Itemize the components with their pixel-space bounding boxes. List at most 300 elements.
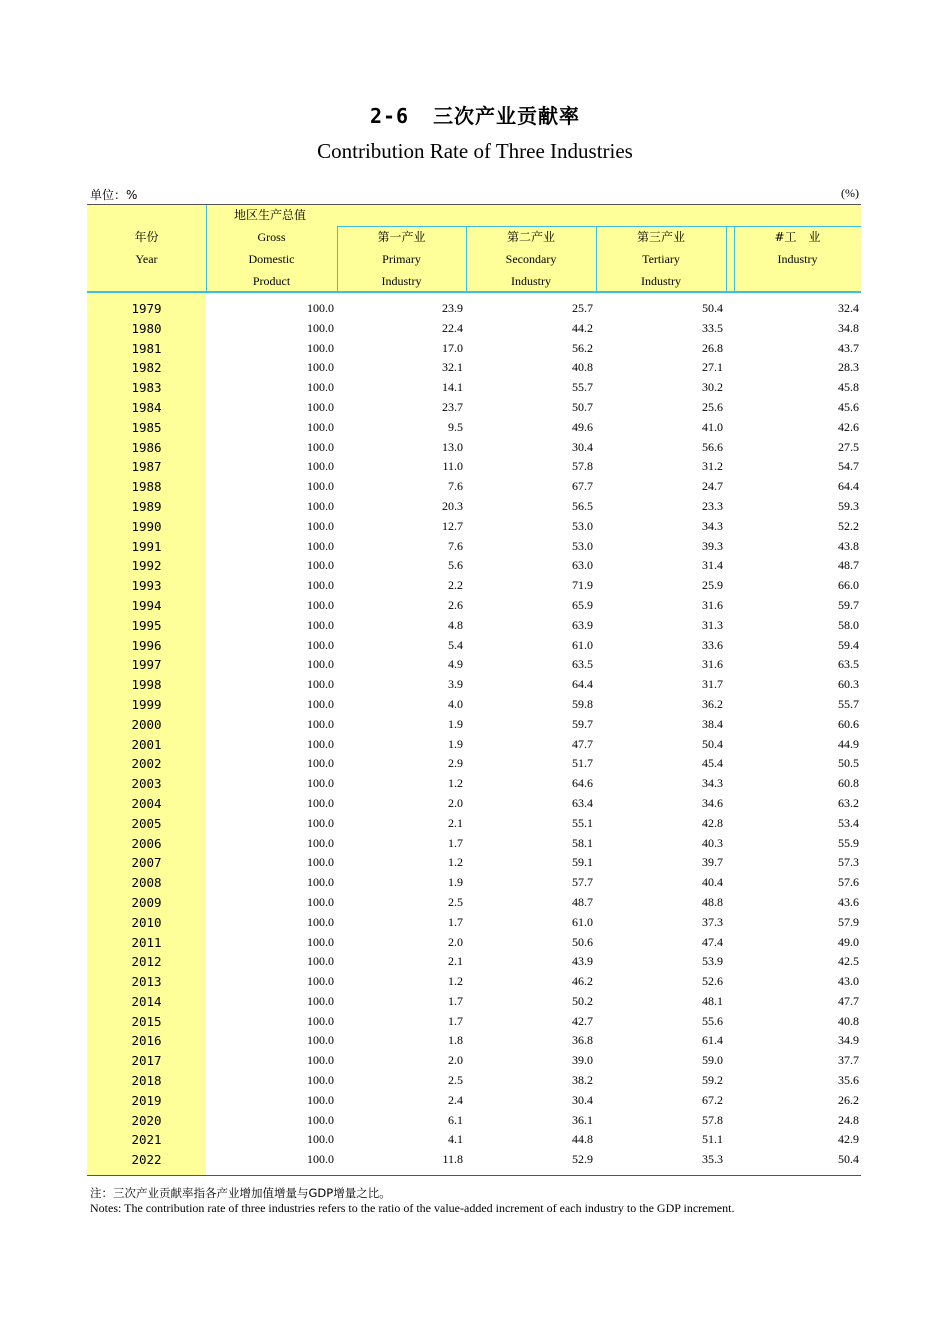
year-cell: 2009 (131, 894, 162, 910)
gdp-cell: 100.0 (307, 776, 334, 791)
tertiary-cell: 52.6 (702, 974, 723, 989)
industry-cell: 49.0 (838, 934, 859, 949)
table-row (87, 873, 861, 893)
secondary-cell: 51.7 (572, 756, 593, 771)
industry-cell: 57.9 (838, 914, 859, 929)
primary-cell: 2.1 (448, 815, 463, 830)
table-row (87, 497, 861, 517)
gdp-cell: 100.0 (307, 993, 334, 1008)
gdp-cell: 100.0 (307, 677, 334, 692)
tertiary-cell: 56.6 (702, 439, 723, 454)
secondary-cell: 42.7 (572, 1013, 593, 1028)
year-cell: 1988 (131, 479, 162, 495)
industry-cell: 50.4 (838, 1152, 859, 1167)
secondary-cell: 61.0 (572, 914, 593, 929)
gdp-cell: 100.0 (307, 875, 334, 890)
gdp-cell: 100.0 (307, 538, 334, 553)
primary-cell: 2.9 (448, 756, 463, 771)
secondary-cell: 71.9 (572, 578, 593, 593)
table-row (87, 1091, 861, 1111)
gdp-cell: 100.0 (307, 1033, 334, 1048)
year-cell: 1993 (131, 578, 162, 594)
secondary-cell: 67.7 (572, 479, 593, 494)
table-row (87, 477, 861, 497)
year-cell: 1986 (131, 439, 162, 455)
year-cell: 1990 (131, 518, 162, 534)
primary-cell: 2.5 (448, 894, 463, 909)
header-gdp-en3: Product (252, 274, 291, 288)
header-tertiary (596, 226, 726, 292)
table-row (87, 1130, 861, 1150)
year-cell: 1987 (131, 459, 162, 475)
secondary-cell: 49.6 (572, 419, 593, 434)
tertiary-cell: 31.2 (702, 459, 723, 474)
header-year-en: Year (135, 252, 158, 266)
secondary-cell: 30.4 (572, 439, 593, 454)
tertiary-cell: 24.7 (702, 479, 723, 494)
tertiary-cell: 27.1 (702, 360, 723, 375)
primary-cell: 14.1 (442, 380, 463, 395)
secondary-cell: 36.8 (572, 1033, 593, 1048)
gdp-cell: 100.0 (307, 360, 334, 375)
industry-cell: 64.4 (838, 479, 859, 494)
year-cell: 1982 (131, 360, 162, 376)
gdp-cell: 100.0 (307, 578, 334, 593)
year-cell: 1991 (131, 538, 162, 554)
header-year-cn: 年份 (134, 230, 159, 244)
year-cell: 2014 (131, 993, 162, 1009)
year-cell: 2000 (131, 716, 162, 732)
secondary-cell: 30.4 (572, 1092, 593, 1107)
primary-cell: 7.6 (448, 538, 463, 553)
year-cell: 1995 (131, 617, 162, 633)
industry-cell: 37.7 (838, 1053, 859, 1068)
tertiary-cell: 33.6 (702, 637, 723, 652)
table-row (87, 853, 861, 873)
tertiary-cell: 53.9 (702, 954, 723, 969)
gdp-cell: 100.0 (307, 301, 334, 315)
gdp-cell: 100.0 (307, 914, 334, 929)
year-cell: 2015 (131, 1013, 162, 1029)
table-row (87, 457, 861, 477)
secondary-cell: 61.0 (572, 637, 593, 652)
primary-cell: 13.0 (442, 439, 463, 454)
tertiary-cell: 38.4 (702, 716, 723, 731)
secondary-cell: 55.1 (572, 815, 593, 830)
header-industry (734, 226, 861, 270)
table-row (87, 715, 861, 735)
table-row (87, 576, 861, 596)
primary-cell: 1.8 (448, 1033, 463, 1048)
year-cell: 1992 (131, 558, 162, 574)
secondary-cell: 48.7 (572, 894, 593, 909)
year-cell: 2016 (131, 1033, 162, 1049)
industry-cell: 57.3 (838, 855, 859, 870)
header-primary-cn: 第一产业 (377, 230, 426, 244)
year-cell: 2006 (131, 835, 162, 851)
table-row (87, 1111, 861, 1131)
table-row (87, 992, 861, 1012)
year-cell: 1989 (131, 498, 162, 514)
gdp-cell: 100.0 (307, 439, 334, 454)
table-row (87, 1150, 861, 1170)
year-cell: 1996 (131, 637, 162, 653)
primary-cell: 4.9 (448, 657, 463, 672)
secondary-cell: 64.6 (572, 776, 593, 791)
year-cell: 1999 (131, 696, 162, 712)
gdp-cell: 100.0 (307, 815, 334, 830)
secondary-cell: 59.8 (572, 696, 593, 711)
gdp-cell: 100.0 (307, 1132, 334, 1147)
primary-cell: 11.0 (442, 459, 463, 474)
industry-cell: 40.8 (838, 1013, 859, 1028)
industry-cell: 66.0 (838, 578, 859, 593)
header-gdp-cn: 地区生产总值 (234, 208, 307, 222)
page-title-cn (0, 100, 950, 129)
tertiary-cell: 48.8 (702, 894, 723, 909)
gdp-cell: 100.0 (307, 934, 334, 949)
industry-cell: 43.8 (838, 538, 859, 553)
year-cell: 2021 (131, 1132, 162, 1148)
primary-cell: 1.2 (448, 776, 463, 791)
gdp-cell: 100.0 (307, 894, 334, 909)
primary-cell: 1.7 (448, 835, 463, 850)
table-row (87, 735, 861, 755)
primary-cell: 4.8 (448, 617, 463, 632)
unit-label-cn: 单位：% (90, 188, 138, 202)
primary-cell: 11.8 (442, 1152, 463, 1167)
primary-cell: 2.0 (448, 1053, 463, 1068)
tertiary-cell: 37.3 (702, 914, 723, 929)
gdp-cell: 100.0 (307, 954, 334, 969)
table-row (87, 834, 861, 854)
gdp-cell: 100.0 (307, 1053, 334, 1068)
tertiary-cell: 31.6 (702, 597, 723, 612)
primary-cell: 2.2 (448, 578, 463, 593)
tertiary-cell: 67.2 (702, 1092, 723, 1107)
primary-cell: 2.6 (448, 597, 463, 612)
table-row (87, 774, 861, 794)
year-cell: 1984 (131, 399, 162, 415)
primary-cell: 20.3 (442, 498, 463, 513)
industry-cell: 47.7 (838, 993, 859, 1008)
industry-cell: 26.2 (838, 1092, 859, 1107)
year-cell: 2001 (131, 736, 162, 752)
year-cell: 1985 (131, 419, 162, 435)
year-cell: 1979 (131, 301, 162, 316)
secondary-cell: 63.0 (572, 558, 593, 573)
tertiary-cell: 33.5 (702, 320, 723, 335)
primary-cell: 9.5 (448, 419, 463, 434)
tertiary-cell: 40.3 (702, 835, 723, 850)
gdp-cell: 100.0 (307, 1112, 334, 1127)
industry-cell: 60.8 (838, 776, 859, 791)
tertiary-cell: 34.3 (702, 518, 723, 533)
table-row (87, 972, 861, 992)
industry-cell: 60.3 (838, 677, 859, 692)
secondary-cell: 43.9 (572, 954, 593, 969)
year-cell: 2007 (131, 855, 162, 871)
tertiary-cell: 50.4 (702, 736, 723, 751)
note-cn: 注：三次产业贡献率指各产业增加值增量与GDP增量之比。 (90, 1186, 391, 1200)
gdp-cell: 100.0 (307, 479, 334, 494)
industry-cell: 44.9 (838, 736, 859, 751)
tertiary-cell: 23.3 (702, 498, 723, 513)
industry-cell: 63.5 (838, 657, 859, 672)
header-gdp (206, 204, 337, 292)
secondary-cell: 44.2 (572, 320, 593, 335)
secondary-cell: 39.0 (572, 1053, 593, 1068)
industry-cell: 55.9 (838, 835, 859, 850)
title-cn-text: 三次产业贡献率 (433, 104, 581, 128)
gdp-cell: 100.0 (307, 498, 334, 513)
unit-label-en: (%) (841, 186, 859, 200)
industry-cell: 43.6 (838, 894, 859, 909)
table-row (87, 913, 861, 933)
industry-cell: 42.9 (838, 1132, 859, 1147)
secondary-cell: 59.7 (572, 716, 593, 731)
industry-cell: 60.6 (838, 716, 859, 731)
secondary-cell: 56.2 (572, 340, 593, 355)
tertiary-cell: 35.3 (702, 1152, 723, 1167)
year-cell: 1983 (131, 380, 162, 396)
industry-cell: 24.8 (838, 1112, 859, 1127)
header-divider (726, 226, 727, 291)
industry-cell: 35.6 (838, 1073, 859, 1088)
header-tertiary-en2: Industry (641, 274, 681, 288)
header-tertiary-en1: Tertiary (642, 252, 680, 266)
tertiary-cell: 45.4 (702, 756, 723, 771)
gdp-cell: 100.0 (307, 1152, 334, 1167)
primary-cell: 23.9 (442, 301, 463, 315)
primary-cell: 1.7 (448, 914, 463, 929)
gdp-cell: 100.0 (307, 736, 334, 751)
primary-cell: 12.7 (442, 518, 463, 533)
year-cell: 2012 (131, 954, 162, 970)
secondary-cell: 58.1 (572, 835, 593, 850)
secondary-cell: 63.5 (572, 657, 593, 672)
header-primary (337, 226, 466, 292)
gdp-cell: 100.0 (307, 1092, 334, 1107)
primary-cell: 1.7 (448, 993, 463, 1008)
gdp-cell: 100.0 (307, 558, 334, 573)
industry-cell: 43.7 (838, 340, 859, 355)
table-row (87, 695, 861, 715)
secondary-cell: 53.0 (572, 518, 593, 533)
secondary-cell: 65.9 (572, 597, 593, 612)
gdp-cell: 100.0 (307, 399, 334, 414)
industry-cell: 34.8 (838, 320, 859, 335)
tertiary-cell: 31.7 (702, 677, 723, 692)
gdp-cell: 100.0 (307, 518, 334, 533)
tertiary-cell: 61.4 (702, 1033, 723, 1048)
secondary-cell: 57.7 (572, 875, 593, 890)
secondary-cell: 52.9 (572, 1152, 593, 1167)
header-tertiary-cn: 第三产业 (636, 230, 685, 244)
table-row (87, 418, 861, 438)
tertiary-cell: 34.6 (702, 795, 723, 810)
table-row (87, 952, 861, 972)
table-row (87, 616, 861, 636)
primary-cell: 22.4 (442, 320, 463, 335)
gdp-cell: 100.0 (307, 657, 334, 672)
table-bottom-rule (87, 1175, 861, 1176)
table-row (87, 398, 861, 418)
secondary-cell: 50.2 (572, 993, 593, 1008)
gdp-cell: 100.0 (307, 380, 334, 395)
year-cell: 1980 (131, 320, 162, 336)
tertiary-cell: 34.3 (702, 776, 723, 791)
tertiary-cell: 50.4 (702, 301, 723, 315)
primary-cell: 2.0 (448, 934, 463, 949)
header-primary-en1: Primary (382, 252, 421, 266)
year-cell: 2003 (131, 776, 162, 792)
year-cell: 2002 (131, 756, 162, 772)
gdp-cell: 100.0 (307, 340, 334, 355)
industry-cell: 45.8 (838, 380, 859, 395)
table-row (87, 596, 861, 616)
tertiary-cell: 42.8 (702, 815, 723, 830)
industry-cell: 32.4 (838, 301, 859, 315)
table-row (87, 933, 861, 953)
year-cell: 2004 (131, 795, 162, 811)
secondary-cell: 57.8 (572, 459, 593, 474)
secondary-cell: 63.4 (572, 795, 593, 810)
secondary-cell: 53.0 (572, 538, 593, 553)
gdp-cell: 100.0 (307, 835, 334, 850)
tertiary-cell: 51.1 (702, 1132, 723, 1147)
primary-cell: 1.2 (448, 855, 463, 870)
primary-cell: 7.6 (448, 479, 463, 494)
primary-cell: 5.6 (448, 558, 463, 573)
primary-cell: 32.1 (442, 360, 463, 375)
table-row (87, 517, 861, 537)
secondary-cell: 64.4 (572, 677, 593, 692)
primary-cell: 2.1 (448, 954, 463, 969)
tertiary-cell: 30.2 (702, 380, 723, 395)
tertiary-cell: 26.8 (702, 340, 723, 355)
gdp-cell: 100.0 (307, 1073, 334, 1088)
primary-cell: 5.4 (448, 637, 463, 652)
header-year (87, 226, 206, 270)
gdp-cell: 100.0 (307, 419, 334, 434)
tertiary-cell: 31.6 (702, 657, 723, 672)
secondary-cell: 46.2 (572, 974, 593, 989)
secondary-cell: 55.7 (572, 380, 593, 395)
tertiary-cell: 25.6 (702, 399, 723, 414)
primary-cell: 4.1 (448, 1132, 463, 1147)
secondary-cell: 36.1 (572, 1112, 593, 1127)
header-secondary-en2: Industry (511, 274, 551, 288)
header-gdp-en2: Domestic (248, 252, 295, 266)
tertiary-cell: 31.3 (702, 617, 723, 632)
primary-cell: 1.7 (448, 1013, 463, 1028)
primary-cell: 6.1 (448, 1112, 463, 1127)
table-row (87, 1031, 861, 1051)
secondary-cell: 40.8 (572, 360, 593, 375)
tertiary-cell: 57.8 (702, 1112, 723, 1127)
year-cell: 1981 (131, 340, 162, 356)
industry-cell: 52.2 (838, 518, 859, 533)
header-primary-en2: Industry (381, 274, 422, 288)
industry-cell: 57.6 (838, 875, 859, 890)
industry-cell: 54.7 (838, 459, 859, 474)
table-number: 2-6 (369, 104, 410, 128)
industry-cell: 27.5 (838, 439, 859, 454)
year-cell: 2013 (131, 974, 162, 990)
tertiary-cell: 40.4 (702, 875, 723, 890)
tertiary-cell: 55.6 (702, 1013, 723, 1028)
primary-cell: 1.9 (448, 875, 463, 890)
year-cell: 2008 (131, 875, 162, 891)
primary-cell: 2.4 (448, 1092, 463, 1107)
gdp-cell: 100.0 (307, 637, 334, 652)
table-row (87, 636, 861, 656)
table-row (87, 1012, 861, 1032)
tertiary-cell: 39.3 (702, 538, 723, 553)
page-title-en: Contribution Rate of Three Industries (317, 139, 633, 163)
year-cell: 2022 (131, 1152, 162, 1168)
secondary-cell: 59.1 (572, 855, 593, 870)
header-gdp-en1: Gross (257, 230, 286, 244)
primary-cell: 17.0 (442, 340, 463, 355)
tertiary-cell: 31.4 (702, 558, 723, 573)
year-cell: 2005 (131, 815, 162, 831)
industry-cell: 45.6 (838, 399, 859, 414)
tertiary-cell: 47.4 (702, 934, 723, 949)
industry-cell: 34.9 (838, 1033, 859, 1048)
industry-cell: 59.3 (838, 498, 859, 513)
table-row (87, 1071, 861, 1091)
tertiary-cell: 48.1 (702, 993, 723, 1008)
industry-cell: 59.4 (838, 637, 859, 652)
primary-cell: 1.2 (448, 974, 463, 989)
header-industry-en: Industry (777, 252, 818, 266)
table-row (87, 319, 861, 339)
secondary-cell: 38.2 (572, 1073, 593, 1088)
secondary-cell: 50.6 (572, 934, 593, 949)
tertiary-cell: 41.0 (702, 419, 723, 434)
table-row (87, 655, 861, 675)
primary-cell: 23.7 (442, 399, 463, 414)
note-en: Notes: The contribution rate of three industries refers to the ratio of the value-added increment of each industry to the GDP increment. (90, 1201, 735, 1215)
tertiary-cell: 36.2 (702, 696, 723, 711)
table-row (87, 754, 861, 774)
industry-cell: 43.0 (838, 974, 859, 989)
year-cell: 2019 (131, 1092, 162, 1108)
tertiary-cell: 59.0 (702, 1053, 723, 1068)
secondary-cell: 63.9 (572, 617, 593, 632)
header-secondary (466, 226, 596, 292)
industry-cell: 53.4 (838, 815, 859, 830)
secondary-cell: 56.5 (572, 498, 593, 513)
secondary-cell: 25.7 (572, 301, 593, 315)
primary-cell: 3.9 (448, 677, 463, 692)
industry-cell: 48.7 (838, 558, 859, 573)
table-row (87, 339, 861, 359)
year-cell: 1998 (131, 677, 162, 693)
header-secondary-cn: 第二产业 (506, 230, 555, 244)
secondary-cell: 44.8 (572, 1132, 593, 1147)
table-row (87, 675, 861, 695)
year-cell: 2011 (131, 934, 162, 950)
primary-cell: 2.5 (448, 1073, 463, 1088)
primary-cell: 1.9 (448, 736, 463, 751)
table-top-rule (87, 204, 861, 205)
primary-cell: 2.0 (448, 795, 463, 810)
gdp-cell: 100.0 (307, 1013, 334, 1028)
industry-cell: 55.7 (838, 696, 859, 711)
